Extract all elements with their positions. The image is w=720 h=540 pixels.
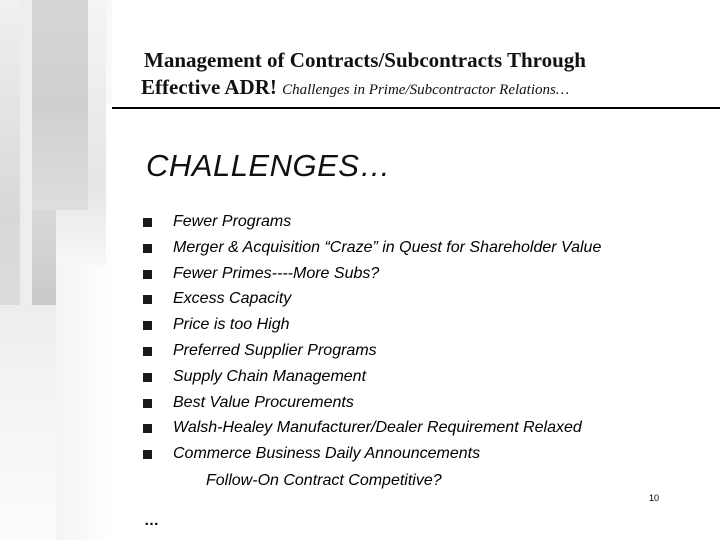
bullet-text: Fewer Programs <box>173 213 292 230</box>
bullet-item <box>143 286 703 312</box>
bullet-list <box>143 209 703 467</box>
section-heading: CHALLENGES… <box>146 148 391 183</box>
square-bullet-icon <box>143 347 152 356</box>
bullet-item <box>143 312 703 338</box>
bullet-text: Supply Chain Management <box>173 367 367 385</box>
bullet-item <box>143 441 703 467</box>
bullet-continuation: Follow-On Contract Competitive? <box>206 472 442 489</box>
bullet-text: Merger & Acquisition “Craze” in Quest for Shareholder Value <box>173 238 602 256</box>
bullet-text: Commerce Business Daily Announcements <box>173 445 481 463</box>
bullet-item <box>143 209 703 235</box>
decorative-gradient-block <box>0 305 56 540</box>
square-bullet-icon <box>143 321 152 330</box>
square-bullet-icon <box>143 295 152 304</box>
square-bullet-icon <box>143 424 152 433</box>
bullet-text: Fewer Primes----More Subs? <box>173 264 380 282</box>
square-bullet-icon <box>143 399 152 408</box>
slide-title-line2 <box>141 74 701 104</box>
decorative-gradient-block <box>32 210 56 305</box>
bullet-text: Price is too High <box>173 316 290 334</box>
bullet-item <box>143 338 703 364</box>
slide-title <box>141 47 701 104</box>
page-number: 10 <box>649 493 660 503</box>
continuation-ellipsis: … <box>144 512 158 529</box>
bullet-item <box>143 415 703 441</box>
bullet-text: Walsh-Healey Manufacturer/Dealer Requirement Relaxed <box>173 419 582 437</box>
bullet-item <box>143 261 703 287</box>
bullet-item <box>143 364 703 390</box>
title-divider <box>112 107 720 109</box>
slide-title-line1: Management of Contracts/Subcontracts Through <box>144 48 586 72</box>
bullet-item <box>143 235 703 261</box>
square-bullet-icon <box>143 270 152 279</box>
bullet-text: Preferred Supplier Programs <box>173 341 377 359</box>
square-bullet-icon <box>143 218 152 227</box>
bullet-item <box>143 390 703 416</box>
bullet-text: Excess Capacity <box>173 290 292 308</box>
square-bullet-icon <box>143 450 152 459</box>
slide-subtitle: Challenges in Prime/Subcontractor Relations… <box>282 82 570 98</box>
slide-title-main: Effective ADR! <box>141 75 277 99</box>
square-bullet-icon <box>143 373 152 382</box>
square-bullet-icon <box>143 244 152 253</box>
bullet-text: Best Value Procurements <box>173 393 354 411</box>
decorative-gradient-block <box>32 0 88 210</box>
